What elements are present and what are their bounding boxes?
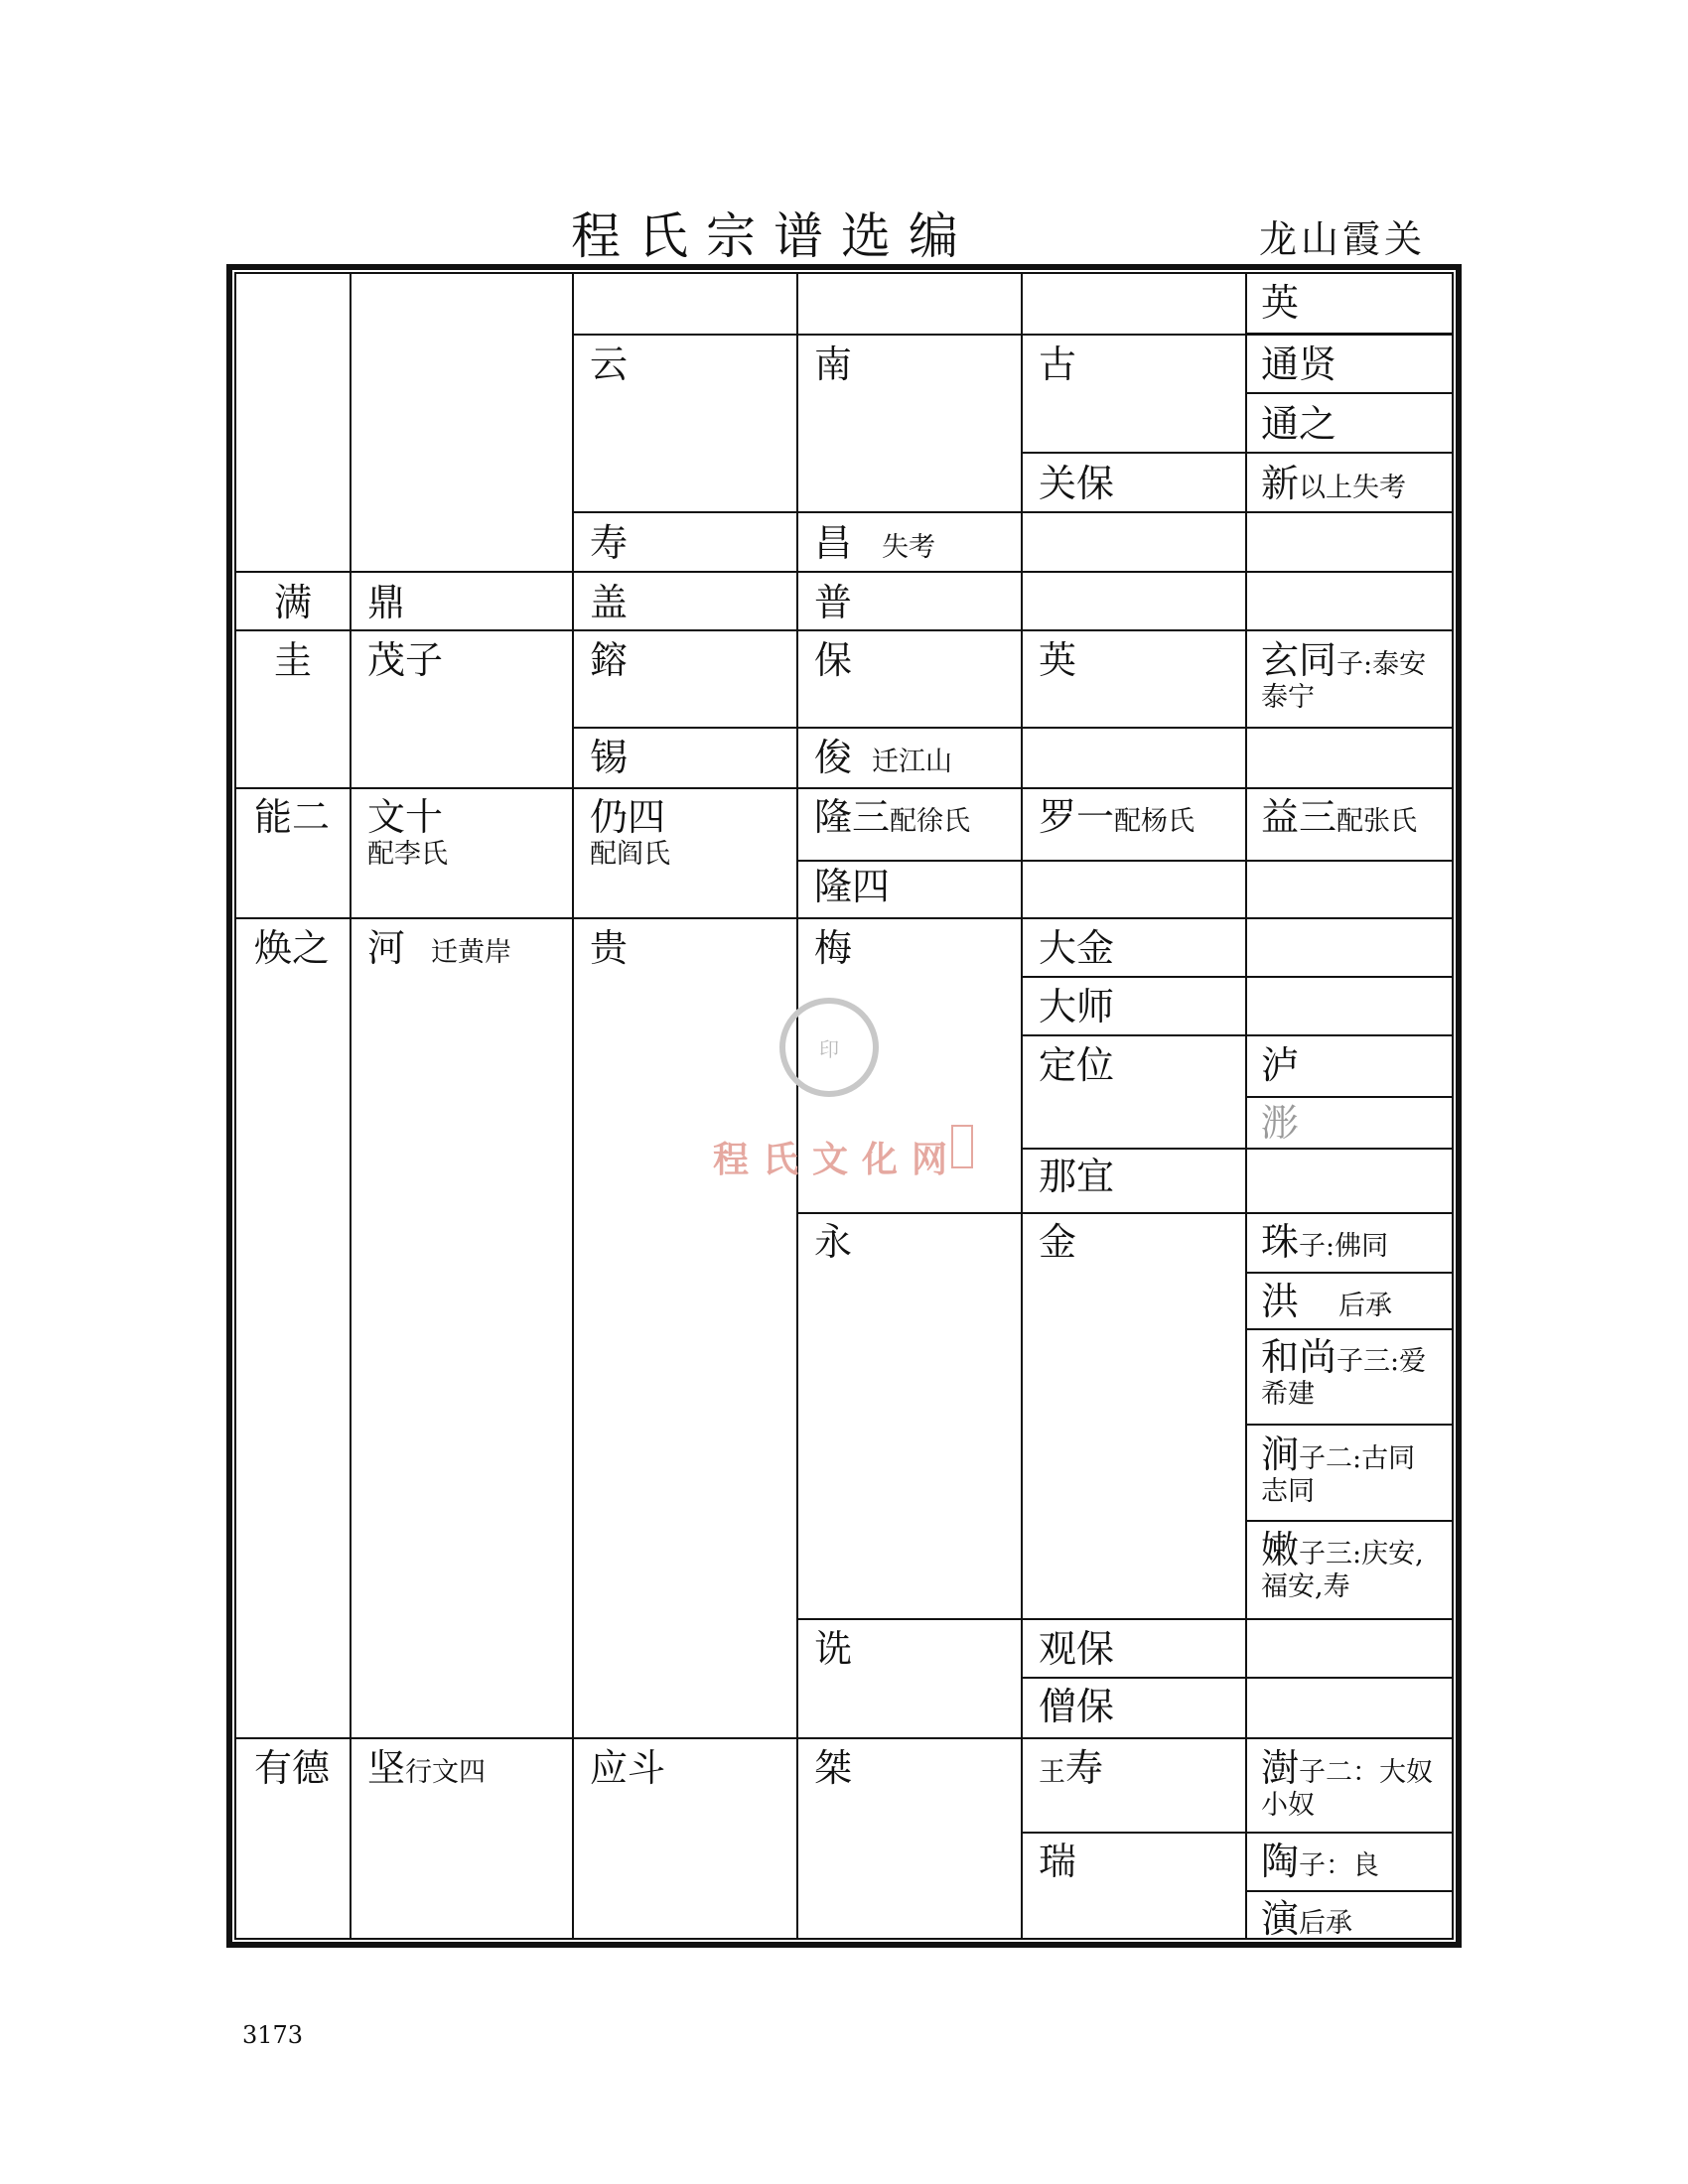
name-cell <box>1261 1433 1416 1507</box>
row-divider <box>796 1618 1452 1620</box>
name-text: 永 <box>814 1220 853 1264</box>
name-cell <box>1261 1898 1352 1945</box>
name-note: 迁江山 <box>872 747 953 777</box>
name-cell <box>590 582 628 623</box>
name-cell <box>590 927 628 969</box>
name-cell <box>1261 1221 1388 1268</box>
name-text: 桀 <box>814 1746 853 1790</box>
name-cell <box>1261 403 1336 445</box>
name-cell <box>814 1628 852 1670</box>
name-cell <box>254 1747 330 1789</box>
row-divider <box>1021 1148 1452 1150</box>
row-divider <box>572 511 1452 513</box>
name-cell <box>1261 638 1427 713</box>
name-note: 泰宁 <box>1261 682 1315 713</box>
name-text: 鎔 <box>590 638 629 682</box>
name-cell <box>814 737 952 783</box>
name-text: 金 <box>1039 1220 1077 1264</box>
row-divider <box>1245 1890 1452 1892</box>
name-cell <box>274 639 312 681</box>
name-cell <box>254 796 330 838</box>
name-note: 王 <box>1039 1757 1065 1788</box>
row-divider <box>1245 392 1452 394</box>
name-text: 浵 <box>1261 1101 1300 1145</box>
name-cell <box>1039 1747 1103 1794</box>
name-note: 以上失考 <box>1299 473 1407 503</box>
name-note: 行文四 <box>405 1757 487 1788</box>
name-note: 子二：大奴 <box>1299 1757 1434 1788</box>
name-cell <box>814 582 852 623</box>
page-subtitle: 龙山霞关 <box>1259 217 1427 261</box>
name-cell <box>1039 343 1076 385</box>
name-cell <box>367 1747 486 1794</box>
name-text: 陶 <box>1261 1840 1300 1883</box>
row-divider <box>1245 1424 1452 1426</box>
name-cell <box>367 582 405 623</box>
name-text: 锡 <box>590 736 629 779</box>
name-text: 昌 <box>814 521 853 565</box>
name-cell <box>814 796 970 843</box>
name-note: 子:泰安 <box>1336 649 1427 680</box>
name-cell <box>1039 1221 1076 1263</box>
col-divider <box>796 274 798 1938</box>
name-text: 盖 <box>590 581 629 624</box>
name-text: 寿 <box>590 521 629 565</box>
name-text: 焕之 <box>254 926 331 970</box>
name-note: 配张氏 <box>1336 806 1418 837</box>
name-note: 迁黄岸 <box>431 937 512 968</box>
name-note: 配杨氏 <box>1114 806 1196 837</box>
name-note: 小奴 <box>1261 1790 1315 1821</box>
name-text: 瑞 <box>1039 1840 1077 1883</box>
name-text: 玄同 <box>1261 638 1337 682</box>
name-cell <box>1261 1044 1299 1086</box>
name-text: 珠 <box>1261 1220 1300 1264</box>
row-divider <box>1021 1034 1452 1036</box>
row-divider <box>1245 1272 1452 1274</box>
name-text: 泸 <box>1261 1043 1300 1087</box>
name-text: 鼎 <box>367 581 406 624</box>
name-note: 子二:古同 <box>1299 1443 1416 1474</box>
name-cell <box>590 639 628 681</box>
name-note: 子:佛同 <box>1299 1231 1389 1262</box>
name-text: 澍 <box>1261 1746 1300 1790</box>
name-cell <box>367 639 443 681</box>
name-note: 失考 <box>882 532 936 563</box>
page-number: 3173 <box>242 2021 304 2049</box>
name-text: 涧 <box>1261 1433 1300 1476</box>
name-cell <box>590 522 628 564</box>
name-text: 英 <box>1261 281 1300 325</box>
row-divider <box>1021 1677 1452 1679</box>
name-cell <box>1039 1686 1114 1727</box>
name-cell <box>1039 796 1195 843</box>
name-text: 茂子 <box>367 638 444 682</box>
name-cell <box>1039 1044 1114 1086</box>
name-text: 僧保 <box>1039 1685 1115 1728</box>
name-cell <box>367 927 511 974</box>
row-divider <box>1245 1328 1452 1330</box>
name-text: 坚 <box>367 1746 406 1790</box>
name-note: 希建 <box>1261 1379 1315 1410</box>
name-text: 有德 <box>254 1746 331 1790</box>
name-text: 关保 <box>1039 462 1115 505</box>
name-text: 通之 <box>1261 402 1337 446</box>
name-text: 英 <box>1039 638 1077 682</box>
name-cell <box>367 795 448 870</box>
name-cell <box>1039 927 1114 969</box>
row-divider <box>1021 1832 1452 1834</box>
name-note: 后承 <box>1338 1291 1393 1321</box>
name-text: 圭 <box>274 638 313 682</box>
col-divider <box>1245 274 1247 1938</box>
name-note: 福安,寿 <box>1261 1571 1350 1602</box>
name-cell <box>814 866 890 907</box>
name-text: 寿 <box>1065 1746 1104 1790</box>
name-cell <box>1261 1335 1427 1410</box>
name-cell <box>1261 1102 1299 1144</box>
name-text: 嫩 <box>1261 1528 1300 1571</box>
name-cell <box>274 582 312 623</box>
name-text: 诜 <box>814 1627 853 1671</box>
page-title: 程氏宗谱选编 <box>571 207 976 265</box>
name-cell <box>814 343 852 385</box>
name-text: 洪 <box>1261 1280 1300 1323</box>
row-divider <box>1245 1096 1452 1098</box>
name-text: 隆三 <box>814 795 891 839</box>
name-note: 配徐氏 <box>890 806 971 837</box>
name-text: 大师 <box>1039 985 1115 1028</box>
watermark-stamp <box>951 1125 973 1168</box>
name-cell <box>1261 282 1299 324</box>
name-cell <box>590 343 628 385</box>
col-divider <box>1021 274 1023 1938</box>
name-text: 南 <box>814 342 853 386</box>
row-divider <box>236 787 1452 789</box>
name-text: 古 <box>1039 342 1077 386</box>
name-text: 普 <box>814 581 853 624</box>
name-text: 通贤 <box>1261 342 1337 386</box>
name-cell <box>1039 986 1114 1027</box>
name-text: 河 <box>367 926 406 970</box>
name-cell <box>590 1747 665 1789</box>
name-cell <box>1039 1841 1076 1882</box>
name-text: 梅 <box>814 926 853 970</box>
name-cell <box>1261 1281 1392 1327</box>
name-cell <box>814 522 935 569</box>
name-text: 应斗 <box>590 1746 666 1790</box>
row-divider <box>1021 976 1452 978</box>
name-text: 大金 <box>1039 926 1115 970</box>
row-divider <box>236 917 1452 919</box>
name-text: 那宜 <box>1039 1155 1115 1198</box>
name-note: 志同 <box>1261 1476 1315 1507</box>
row-divider <box>236 629 1452 631</box>
name-text: 满 <box>274 581 313 624</box>
name-cell <box>254 927 330 969</box>
name-cell <box>1261 796 1417 843</box>
name-cell <box>1039 1628 1114 1670</box>
name-cell <box>1261 1746 1434 1821</box>
name-cell <box>1039 1156 1114 1197</box>
name-cell <box>1039 463 1114 504</box>
name-cell <box>590 795 670 870</box>
name-cell <box>814 1221 852 1263</box>
name-text: 新 <box>1261 462 1300 505</box>
row-divider <box>572 334 1452 336</box>
name-text: 益三 <box>1261 795 1337 839</box>
name-text: 演 <box>1261 1897 1300 1941</box>
name-cell <box>814 1747 852 1789</box>
row-divider <box>796 860 1452 862</box>
watermark-text: 程氏文化网 <box>713 1139 962 1180</box>
row-divider <box>1245 1520 1452 1522</box>
name-text: 隆四 <box>814 865 891 908</box>
name-note: 子三:庆安, <box>1299 1539 1424 1570</box>
name-text: 仍四 <box>590 795 666 839</box>
name-text: 能二 <box>254 795 331 839</box>
col-divider <box>350 274 352 1938</box>
name-note: 子三:爱 <box>1336 1346 1427 1377</box>
watermark-seal: 印 <box>779 998 879 1097</box>
name-cell <box>1261 1841 1379 1887</box>
row-divider <box>236 571 1452 573</box>
name-cell <box>1261 463 1406 509</box>
name-cell <box>814 927 852 969</box>
name-text: 罗一 <box>1039 795 1115 839</box>
name-text: 定位 <box>1039 1043 1115 1087</box>
row-divider <box>796 1212 1452 1214</box>
name-cell <box>590 737 628 778</box>
col-divider <box>572 274 574 1938</box>
name-text: 云 <box>590 342 629 386</box>
name-text: 观保 <box>1039 1627 1115 1671</box>
name-cell <box>814 639 852 681</box>
name-text: 和尚 <box>1261 1335 1337 1379</box>
row-divider <box>1021 452 1452 454</box>
row-divider <box>236 1737 1452 1739</box>
name-note: 配李氏 <box>367 839 448 870</box>
name-cell <box>1039 639 1076 681</box>
name-note: 后承 <box>1299 1908 1353 1939</box>
name-cell <box>1261 343 1336 385</box>
name-text: 俊 <box>814 736 853 779</box>
name-cell <box>1261 1528 1424 1602</box>
name-note: 配阎氏 <box>590 839 670 870</box>
name-note: 子：良 <box>1299 1850 1380 1881</box>
name-text: 贵 <box>590 926 629 970</box>
name-text: 保 <box>814 638 853 682</box>
name-text: 文十 <box>367 795 444 839</box>
row-divider <box>572 727 1452 729</box>
